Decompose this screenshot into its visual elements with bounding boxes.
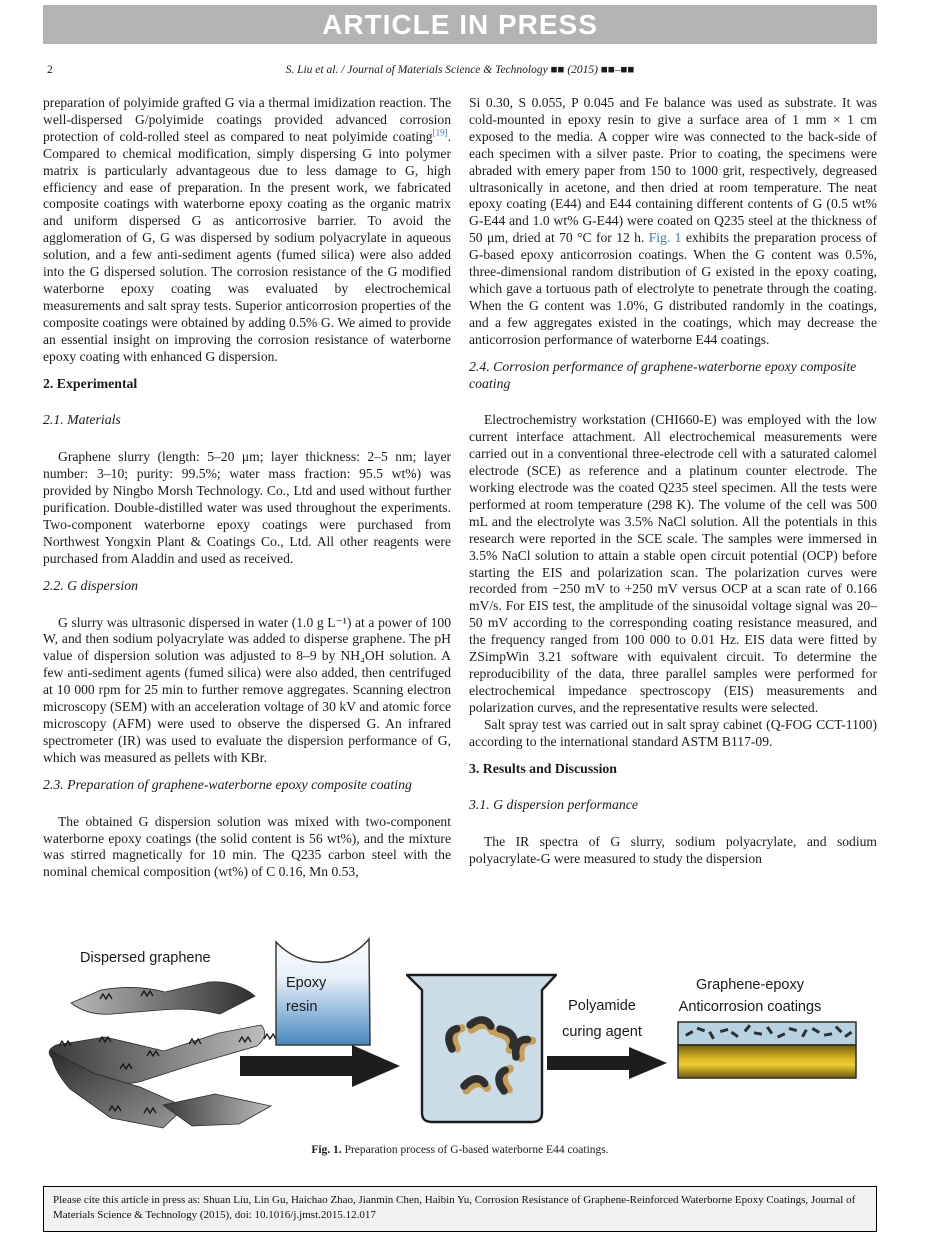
paragraph-intro (43, 95, 451, 366)
paragraph-preparation: The obtained G dispersion solution was mixed with two-component waterborne epoxy coatings (the solid content is 56 wt%), and the mixture was stirred magnetically for 10 min. The Q235 carbon steel with the nominal chemical composition (wt%) of C 0.16, Mn 0.53, (43, 813, 451, 880)
paragraph-materials: Graphene slurry (length: 5–20 μm; layer thickness: 2–5 nm; layer number: 3–10; purity: 99.5%; water mass fraction: 95.5 wt%) was provided by Ningbo Morsh Technology. Co., Ltd and used without further purification. Double-distilled water was used throughout the experiments. Two-component waterborne epoxy coatings were purchased from Northwest Yongxin Plant & Coatings Co., Ltd. All other reagents were purchased from Aladdin and used as received. (43, 449, 451, 566)
paragraph-electrochemistry: Electrochemistry workstation (CHI660-E) was employed with the low current interface attachment. All electrochemical measurements were carried out in a conventional three-electrode cell with a saturated calomel electrode (SCE) as reference and a platinum counter electrode. The working electrode was the coated Q235 steel specimen. All the tests were performed at room temperature (298 K). The volume of the cell was 500 mL and the electrolyte was 3.5% NaCl solution. All the potentials in this research were reported in the SCE scale. The samples were immersed in 3.5% NaCl solution to attain a stable open circuit potential (OCP) before starting the EIS and polarization scan. The polarization curves were recorded from −250 mV to +250 mV versus OCP at a scan rate of 0.166 mV/s. For EIS test, the amplitude of the sinusoidal voltage signal was 20–50 mV according to the corresponding coating resistance measured, and the frequency ranged from 100 000 to 0.01 Hz. EIS data were fitted by ZSimpWin 3.21 software with equivalent circuit. To determine the reproducibility of the data, three parallel samples were performed for electrochemical impedance spectroscopy (EIS) measurements and polarization curves, and the representative results were selected. (469, 412, 877, 715)
process-arrow-curing-icon (547, 1045, 667, 1081)
left-column (43, 95, 451, 881)
graphene-epoxy-coating-label: Graphene-epoxy Anticorrosion coatings (678, 977, 822, 1015)
paragraph-ir-spectra: The IR spectra of G slurry, sodium polyacrylate, and sodium polyacrylate-G were measured to study the dispersion (469, 834, 877, 867)
figure-1-caption (43, 1144, 877, 1156)
figure-1-link[interactable]: Fig. 1 (648, 230, 682, 246)
section-heading-experimental: 2. Experimental (43, 375, 138, 391)
article-in-press-banner (43, 5, 877, 44)
paragraph-g-dispersion: G slurry was ultrasonic dispersed in water (1.0 g L⁻¹) at a power of 100 W, and then sodium polyacrylate was added to disperse graphene. The pH value of dispersion solution was adjusted to 8–9 by NH₄OH solution. A few anti-sediment agents (fumed silica) were also added, then centrifuged at 10 000 rpm for 25 min to further remove aggregates. Scanning electron microscopy (SEM) with an acceleration voltage of 30 kV and atomic force microscopy (AFM) were used to observe the dispersed G. An infrared spectrometer (IR) was used to evaluate the dispersion performance of G, which was measured as pellets with KBr. (43, 614, 451, 765)
subsection-heading-preparation: 2.3. Preparation of graphene-waterborne epoxy composite coating (43, 776, 412, 792)
figure-caption-label: Fig. 1. (311, 1144, 342, 1156)
substrate-text: Si 0.30, S 0.055, P 0.045 and Fe balance was used as substrate. It was cold-mounted in epoxy resin to give a surface area of 1 mm × 1 cm exposed to the media. A copper wire was connected to the back-side of each specimen with a silver paste. Prior to coating, the specimens were abraded with emery paper from 150 to 1000 grit, respectively, degreased ultrasonically in acetone, and then dried at room temperature. The neat epoxy coating (E44) and E44 containing different contents of G (0.5 wt% G-E44 and 1.0 wt% G-E44) were coated on Q235 steel at the thickness of 50 μm, dried at 70 °C for 12 h. (469, 95, 877, 246)
coating-cross-section (677, 1021, 857, 1079)
process-arrow-mixing-icon (240, 1043, 400, 1089)
subsection-heading-materials: 2.1. Materials (43, 412, 121, 428)
coating-substrate-layer (678, 1045, 856, 1078)
page-number: 2 (47, 64, 53, 76)
polyamide-curing-agent-label: Polyamide curing agent (562, 998, 642, 1040)
subsection-heading-dispersion-performance: 3.1. G dispersion performance (469, 797, 638, 813)
figure-caption-text: Preparation process of G-based waterborne E44 coatings. (341, 1144, 609, 1156)
intro-text-cont: . Compared to chemical modification, simply dispersing G into polymer matrix is particularly advantageous due to less damage to G, high efficiency and ease of preparation. In the present work, we fabricated composite coatings with waterborne epoxy coating as the organic matrix and uniform dispersed G as anticorrosive barrier. To avoid the agglomeration of G, G was dispersed by sodium polyacrylate in aqueous solution, and a few anti-sediment agents (fumed silica) were also added into the G dispersed solution. The corrosion resistance of the G modified waterborne epoxy coating was evaluated by electrochemical measurements and salt spray tests. Superior anticorrosion properties of the composite coatings were obtained by adding 0.5% G. We aimed to provide an essential insight on improving the corrosion resistance of waterborne epoxy coating with enhanced G dispersion. (43, 128, 451, 364)
banner-title: ARTICLE IN PRESS (322, 8, 598, 40)
subsection-heading-corrosion-performance: 2.4. Corrosion performance of graphene-waterborne epoxy composite coating (469, 358, 857, 391)
graphene-flake-top (71, 982, 255, 1014)
figure-1 (43, 933, 877, 1138)
dispersed-graphene-label: Dispersed graphene (80, 950, 211, 966)
reference-19-link[interactable]: [19] (432, 127, 448, 138)
citation-footer (43, 1186, 877, 1232)
mixing-beaker (406, 973, 557, 1126)
paragraph-substrate (469, 95, 877, 349)
substrate-text-cont: exhibits the preparation process of G-based epoxy anticorrosion coatings. When the G content was 0.5%, three-dimensional random distribution of G existed in the epoxy coating, which gave a tortuous path of electrolyte to penetrate through the coating. When the G content was 1.0%, G distributed randomly in the coatings, and a few aggregates existed in the coatings, which may decrease the anticorrosion performance of waterborne E44 coatings. (469, 230, 878, 347)
article-body (43, 95, 877, 881)
running-title: S. Liu et al. / Journal of Materials Science & Technology ■■ (2015) ■■–■■ (285, 64, 635, 76)
page-header (43, 64, 877, 80)
graphene-flake-bottom-right (163, 1094, 271, 1126)
intro-text: preparation of polyimide grafted G via a thermal imidization reaction. The well-dispersed G/polyimide coatings provided advanced corrosion protection of cold-rolled steel as compared to neat polyimide coating (43, 95, 451, 144)
citation-text: Please cite this article in press as: Shuan Liu, Lin Gu, Haichao Zhao, Jianmin Chen, Haibin Yu, Corrosion Resistance of Graphene-Reinforced Waterborne Epoxy Coatings, Journal of Materials Science & Technology (2015), doi: 10.1016/j.jmst.2015.12.017 (53, 1194, 856, 1221)
epoxy-resin-label: Epoxy resin (286, 975, 327, 1015)
paragraph-salt-spray: Salt spray test was carried out in salt spray cabinet (Q-FOG CCT-1100) according to the international standard ASTM B117-09. (469, 716, 877, 749)
subsection-heading-g-dispersion: 2.2. G dispersion (43, 577, 139, 593)
section-heading-results: 3. Results and Discussion (469, 760, 617, 776)
right-column (469, 95, 877, 881)
